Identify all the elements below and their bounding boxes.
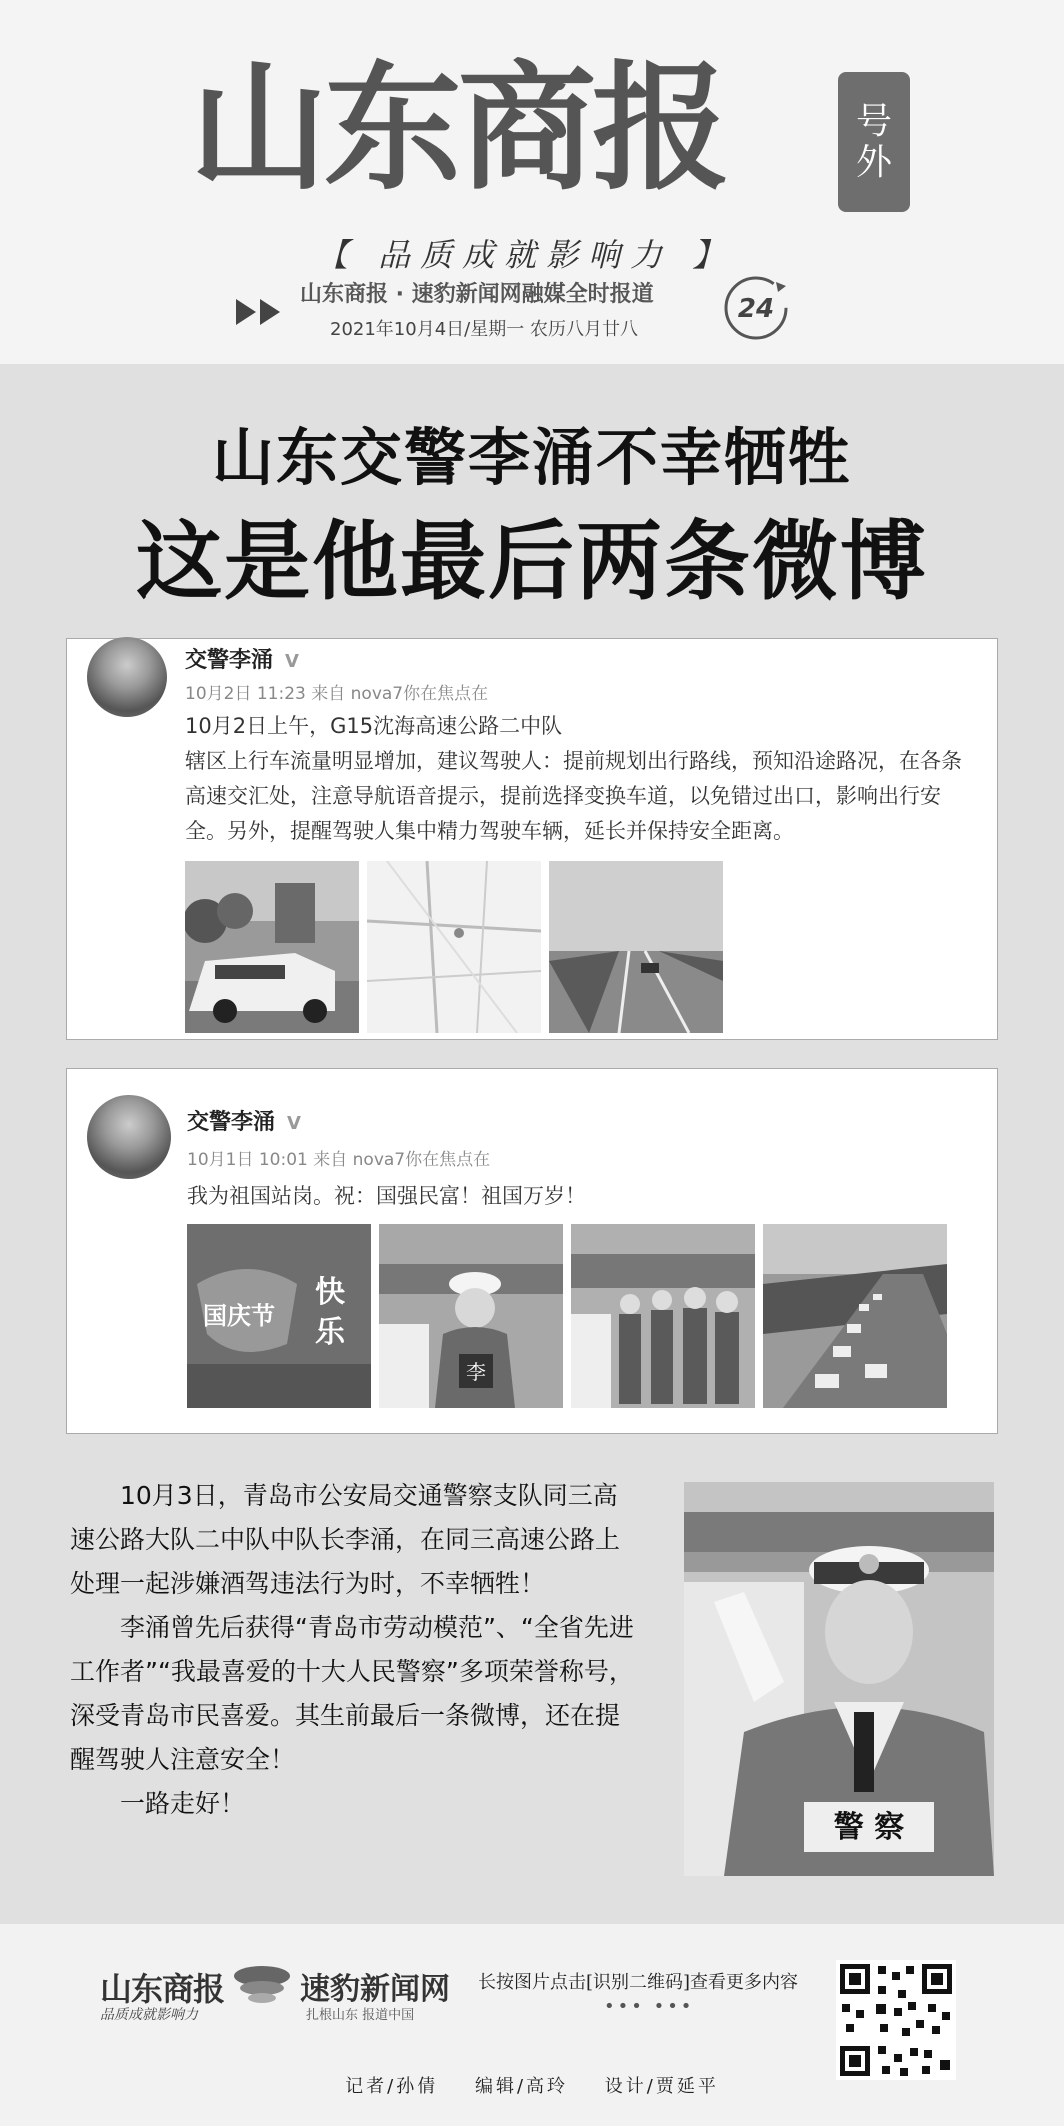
article-paragraph-3: 一路走好！	[120, 1789, 246, 1818]
qr-code-icon[interactable]	[836, 1960, 956, 2080]
footer-dots: ••• •••	[604, 1996, 695, 2017]
weibo-post-1	[66, 638, 998, 1040]
avatar	[87, 1095, 171, 1179]
verified-icon: V	[287, 1113, 301, 1134]
credit-editor: 编辑/高玲	[474, 2076, 569, 2097]
masthead-subtitle: 山东商报 · 速豹新闻网融媒全时报道	[300, 282, 654, 307]
extra-edition-line1: 号	[855, 100, 892, 142]
post-author	[187, 1105, 301, 1136]
footer-logo-slogan: 扎根山东 报道中国	[306, 2008, 415, 2023]
post-text: 我为祖国站岗。祝：国强民富！祖国万岁！	[187, 1184, 586, 1208]
post-photo-traffic[interactable]	[763, 1224, 947, 1408]
happy-label-1: 快	[315, 1275, 345, 1310]
weibo-post-2	[66, 1068, 998, 1434]
extra-edition-line2: 外	[855, 142, 892, 183]
post-photo-officer-salute[interactable]	[379, 1224, 563, 1408]
extra-edition-badge	[838, 72, 910, 212]
happy-label-2: 乐	[315, 1315, 345, 1350]
officer-badge-label: 李	[466, 1360, 486, 1384]
verified-icon: V	[285, 651, 299, 672]
post-text	[185, 709, 975, 849]
post-photo-national-day[interactable]	[187, 1224, 371, 1408]
article-paragraph-2: 李涌曾先后获得“青岛市劳动模范”、“全省先进工作者”“我最喜爱的十大人民警察”多项荣誉称号，深受青岛市民喜爱。其生前最后一条微博，还在提醒驾驶人注意安全！	[70, 1613, 634, 1774]
post-photo-highway[interactable]	[549, 861, 723, 1033]
post-photo-officers-group[interactable]	[571, 1224, 755, 1408]
police-badge-label: 警 察	[833, 1810, 905, 1845]
article-body	[70, 1474, 640, 1826]
post-text-body: 辖区上行车流量明显增加，建议驾驶人：提前规划出行路线，预知沿途路况，在各条高速交汇处，注意导航语音提示，提前选择变换车道，以免错过出口，影响出行安全。另外，提醒驾驶人集中精力驾驶车辆，延长并保持安全距离。	[185, 749, 962, 843]
credit-designer: 设计/贾延平	[604, 2076, 719, 2097]
post-photo-police-car[interactable]	[185, 861, 359, 1033]
footer-logo-speedleopard: 速豹新闻网	[300, 1972, 450, 2007]
post-meta: 10月2日 11:23 来自 nova7你在焦点在	[185, 684, 489, 704]
post-text-line1: 10月2日上午，G15沈海高速公路二中队	[185, 714, 563, 738]
clock-24-label: 24	[737, 294, 775, 324]
headline-line2: 这是他最后两条微博	[136, 512, 928, 612]
headline-line1: 山东交警李涌不幸牺牲	[211, 421, 852, 494]
credit-reporter: 记者/孙倩	[345, 2076, 439, 2097]
post-meta: 10月1日 10:01 来自 nova7你在焦点在	[187, 1150, 491, 1170]
officer-portrait-photo	[684, 1482, 994, 1876]
masthead-title: 山东商报	[190, 48, 727, 209]
footer-logo: 山东商报	[100, 1970, 225, 2008]
post-photo-map[interactable]	[367, 861, 541, 1033]
issue-date: 2021年10月4日/星期一 农历八月廿八	[330, 319, 638, 340]
credits	[0, 2072, 1064, 2098]
article-paragraph-1: 10月3日，青岛市公安局交通警察支队同三高速公路大队二中队中队长李涌，在同三高速公路上处理一起涉嫌酒驾违法行为时，不幸牺牲！	[70, 1481, 621, 1598]
footer-logo-motto: 品质成就影响力	[100, 2007, 198, 2023]
avatar	[87, 637, 167, 717]
leopard-logo-icon	[232, 1962, 292, 2008]
play-icon	[234, 297, 286, 327]
masthead-motto: 【 品质成就影响力 】	[316, 236, 735, 274]
post-author-name: 交警李涌	[185, 648, 274, 673]
post-author-name: 交警李涌	[187, 1110, 276, 1135]
clock-24-icon	[720, 272, 792, 344]
qr-instruction: 长按图片点击[识别二维码]查看更多内容	[478, 1972, 799, 1993]
post-author	[185, 643, 299, 674]
national-day-label: 国庆节	[203, 1302, 275, 1330]
